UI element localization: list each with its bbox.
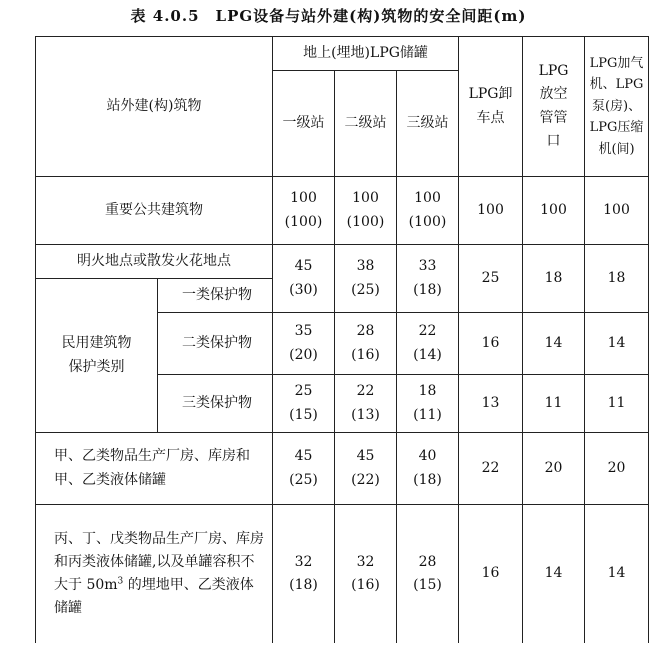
cell-dispenser: 18 [585,245,649,313]
cell-grade3: 18 (11) [397,375,459,433]
row-label: 丙、丁、戊类物品生产厂房、库房和丙类液体储罐,以及单罐容积不大于 $50m^3$ 的埋地甲、乙类液体储罐 [36,505,273,643]
cell-unload: 22 [459,433,523,505]
row-label: 三类保护物 [158,375,273,433]
cell-unload: 16 [459,505,523,643]
row-label: 一类保护物 [158,279,273,313]
row-label: 明火地点或散发火花地点 [36,245,273,279]
header-dispenser: LPG加气机、LPG泵(房)、LPG压缩机(间) [585,37,649,177]
cell-unload: 25 [459,245,523,313]
cell-vent: 100 [523,177,585,245]
cell-grade2: 38 (25) [335,245,397,313]
cell-grade3: 22 (14) [397,313,459,375]
header-building: 站外建(构)筑物 [36,37,273,177]
cell-grade1: 100 (100) [273,177,335,245]
cell-grade1: 45 (30) [273,245,335,313]
cell-vent: 20 [523,433,585,505]
cell-grade1: 32 (18) [273,505,335,643]
table-row [36,177,649,245]
header-vent-outlet: LPG放空管管口 [523,37,585,177]
header-unload-point: LPG卸车点 [459,37,523,177]
cell-grade3: 100 (100) [397,177,459,245]
row-label: 甲、乙类物品生产厂房、库房和甲、乙类液体储罐 [36,433,273,505]
table-row [36,245,649,279]
cell-grade2: 28 (16) [335,313,397,375]
cell-dispenser: 14 [585,313,649,375]
cell-grade3: 33 (18) [397,245,459,313]
cell-grade2: 22 (13) [335,375,397,433]
civil-group-label: 民用建筑物保护类别 [36,279,158,433]
cell-vent: 14 [523,313,585,375]
cell-unload: 100 [459,177,523,245]
cell-grade2: 32 (16) [335,505,397,643]
cell-dispenser: 14 [585,505,649,643]
cell-grade2: 45 (22) [335,433,397,505]
cell-dispenser: 100 [585,177,649,245]
cell-dispenser: 20 [585,433,649,505]
cell-grade1: 35 (20) [273,313,335,375]
header-grade3: 三级站 [397,71,459,177]
row-label: 重要公共建筑物 [36,177,273,245]
cell-unload: 16 [459,313,523,375]
cell-unload: 13 [459,375,523,433]
cell-vent: 14 [523,505,585,643]
table-row [36,433,649,505]
cell-vent: 18 [523,245,585,313]
header-grade2: 二级站 [335,71,397,177]
cell-grade3: 40 (18) [397,433,459,505]
cell-grade2: 100 (100) [335,177,397,245]
cell-dispenser: 11 [585,375,649,433]
cell-grade1: 25 (15) [273,375,335,433]
table-caption: 表 4.0.5 LPG设备与站外建(构)筑物的安全间距(m) [130,7,527,25]
header-grade1: 一级站 [273,71,335,177]
safety-distance-table [35,36,649,643]
header-tank-group: 地上(埋地)LPG储罐 [273,37,459,71]
row-label: 二类保护物 [158,313,273,375]
cell-vent: 11 [523,375,585,433]
table-row [36,505,649,643]
cell-grade3: 28 (15) [397,505,459,643]
cell-grade1: 45 (25) [273,433,335,505]
